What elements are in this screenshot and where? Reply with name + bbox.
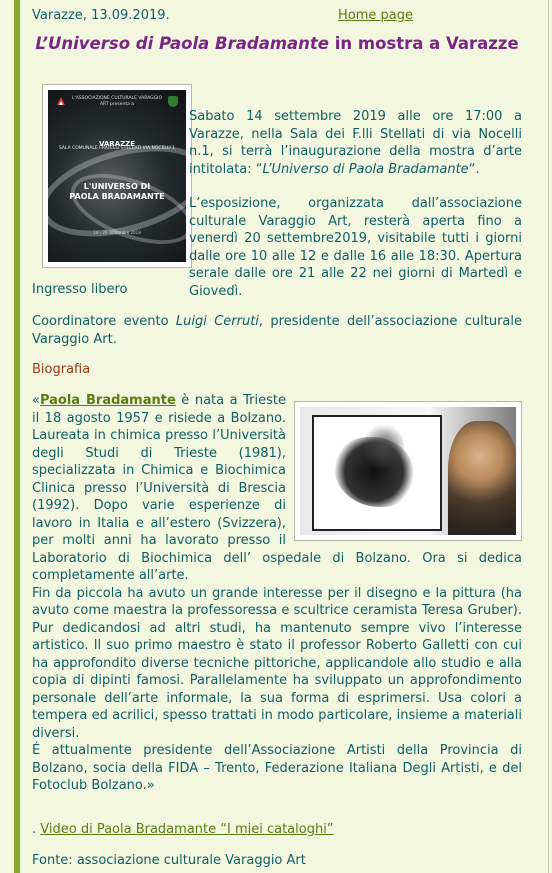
poster-venue: SALA COMUNALE FRATELLI STELLATI VIA NOCELLI 1	[58, 146, 176, 151]
video-link-row: . Video di Paola Bradamante “I miei cataloghi”	[32, 822, 334, 837]
home-page-link[interactable]: Home page	[338, 8, 413, 23]
artist-name-link[interactable]: Paola Bradamante	[39, 393, 176, 408]
coordinator-text: Coordinatore evento Luigi Cerruti, presidente dell’associazione culturale Varaggio Art.	[32, 314, 522, 347]
left-border	[14, 0, 20, 873]
video-link[interactable]: Video di Paola Bradamante “I miei cataloghi”	[40, 822, 334, 837]
intro-paragraph-2: L’esposizione, organizzata dall’associazione culturale Varaggio Art, resterà aperta fino a venerdì 20 settembre2019, visitabile tutti i giorni dalle ore 10 alle 12 e dalle 16 alle 18:30. Apertura serale dalle ore 21 alle 22 nei giorni di Martedì e Giovedì.	[189, 196, 522, 299]
free-entry: Ingresso libero	[32, 282, 128, 297]
article-date: Varazze, 13.09.2019.	[32, 8, 170, 23]
city-crest-icon	[168, 96, 178, 107]
association-logo-icon	[56, 96, 66, 106]
intro-paragraph-1: Sabato 14 settembre 2019 alle ore 17:00 a Varazze, nella Sala dei F.lli Stellati di via Nocelli n.1, si terrà l’inaugurazione della mostra d’arte intitolata: “L’Universo di Paola Bradamante“.	[189, 109, 522, 177]
title-italic: L’Universo di Paola Bradamante	[35, 34, 329, 53]
biography-paragraph-2: Fin da piccola ha avuto un grande interesse per il disegno e la pittura (ha avuto come maestra la professoressa e scultrice ceramista Teresa Gruber). Pur dedicandosi ad altri studi, ha mantenuto sempre vivo l’interesse artistico. Il suo primo maestro è stato il professor Roberto Galletti con cui ha approfondito diverse tecniche pittoriche, applicandole allo studio e alla copia di dipinti famosi. Parallelamente ha sviluppato un approfondimento personale dell’arte informale, la sua forma di esprimersi. Usa colori a tempera ed acrilici, spesso trattati in modo particolare, insieme a materiali diversi.	[32, 585, 522, 741]
biography-paragraph-3: É attualmente presidente dell’Associazione Artisti della Provincia di Bolzano, socia della FIDA – Trento, Federazione Italiana Degli Artisti, e del Fotoclub Bolzano.»	[32, 743, 522, 793]
exhibition-poster-image	[42, 84, 192, 268]
artist-photo-image	[294, 401, 522, 541]
top-bar	[32, 0, 522, 30]
source-credit: Fonte: associazione culturale Varaggio Art	[32, 853, 306, 868]
title-rest: in mostra a Varazze	[328, 34, 519, 53]
poster-dates: 14 - 20 settembre 2019	[93, 230, 141, 235]
article-title	[32, 30, 522, 67]
poster-city: VARAZZE	[98, 140, 136, 148]
poster-title: L'UNIVERSO DI PAOLA BRADAMANTE	[69, 182, 165, 201]
article-container	[32, 0, 522, 868]
biography-heading: Biografia	[32, 362, 91, 377]
poster-association: L'ASSOCIAZIONE CULTURALE VARAGGIO ART presenta a	[71, 96, 163, 107]
right-divider	[548, 0, 549, 873]
intro-text	[189, 108, 522, 317]
biography-text	[32, 392, 522, 795]
biography-paragraph-1: «Paola Bradamante è nata a Trieste il 18 agosto 1957 e risiede a Bolzano. Laureata in chimica presso l’Università degli Studi di Trieste (1981), specializzata in Chimica e Biochimica Clinica presso l’Università di Brescia (1992). Dopo varie esperienze di lavoro in Italia e all’estero (Svizzera), per molti anni ha lavorato presso il Laboratorio di Biochimica dell’ ospedale di Bolzano. Ora si dedica completamente all’arte.	[32, 393, 522, 583]
